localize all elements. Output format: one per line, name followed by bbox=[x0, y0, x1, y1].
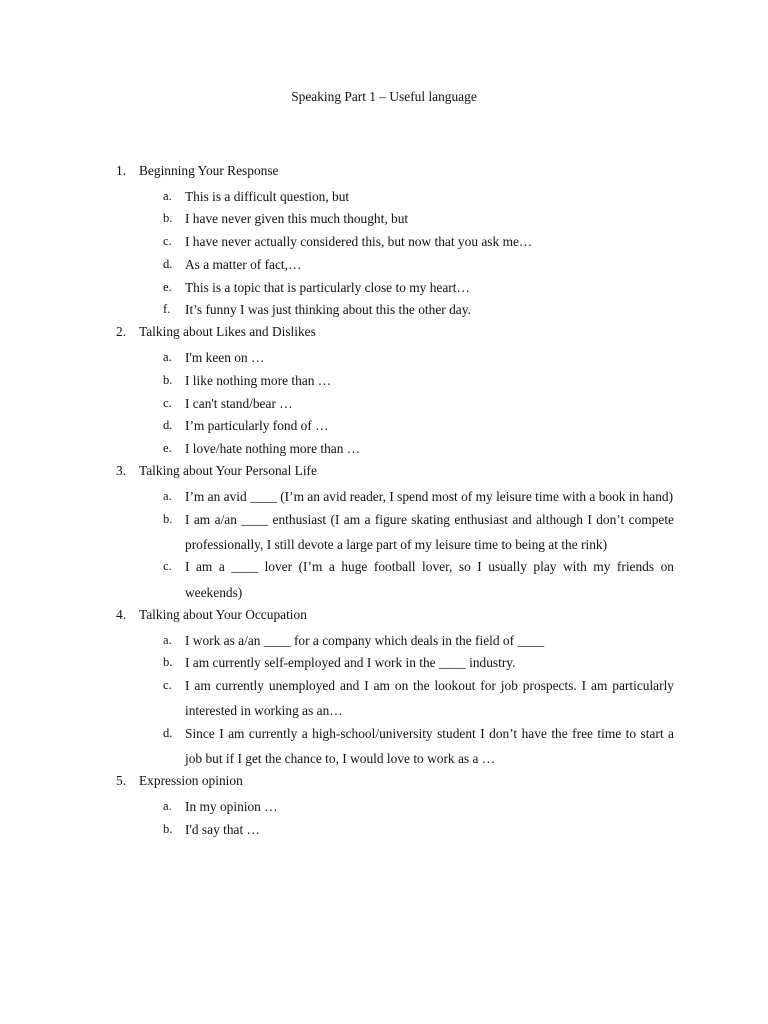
list-item-letter: b. bbox=[163, 211, 173, 226]
list-item bbox=[0, 817, 768, 842]
section bbox=[0, 605, 768, 771]
list-item-text: I am currently self-employed and I work in the ____ industry. bbox=[185, 655, 516, 671]
list-item-text: I am a/an ____ enthusiast (I am a figure skating enthusiast and although I don’t compete professionally, I still devote a large part of my leisure time to being at the rink) bbox=[185, 511, 674, 552]
list-item-text: This is a topic that is particularly close to my heart… bbox=[185, 279, 470, 295]
list-item bbox=[0, 721, 768, 771]
list-item-letter: c. bbox=[163, 677, 172, 692]
section-heading bbox=[0, 461, 768, 486]
list-item bbox=[0, 345, 768, 370]
section-number: 1. bbox=[116, 163, 127, 178]
list-item-letter: b. bbox=[163, 655, 173, 670]
section-title: Talking about Likes and Dislikes bbox=[139, 324, 316, 340]
list-item bbox=[0, 650, 768, 675]
list-item-letter: f. bbox=[163, 302, 171, 317]
list-item-text: I have never given this much thought, but bbox=[185, 211, 409, 227]
section-heading bbox=[0, 771, 768, 796]
list-item-text: It’s funny I was just thinking about this the other day. bbox=[185, 302, 471, 318]
list-item bbox=[0, 794, 768, 819]
list-item-text: I’m an avid ____ (I’m an avid reader, I spend most of my leisure time with a book in hand) bbox=[185, 488, 674, 504]
list-item bbox=[0, 297, 768, 322]
list-item bbox=[0, 368, 768, 393]
list-item-letter: b. bbox=[163, 821, 173, 836]
list-item-letter: a. bbox=[163, 188, 172, 203]
list-item-letter: e. bbox=[163, 440, 172, 455]
section bbox=[0, 771, 768, 842]
section-heading bbox=[0, 605, 768, 630]
list-item-letter: a. bbox=[163, 488, 172, 503]
page-title: Speaking Part 1 – Useful language bbox=[291, 89, 477, 104]
list-item-text: I have never actually considered this, but now that you ask me… bbox=[185, 234, 533, 250]
section-title: Beginning Your Response bbox=[139, 163, 279, 178]
list-item-text: This is a difficult question, but bbox=[185, 188, 350, 204]
list-item-text: Since I am currently a high-school/university student I don’t have the free time to start a job but if I get the chance to, I would love to work as a … bbox=[185, 725, 674, 767]
list-item bbox=[0, 673, 768, 723]
list-item bbox=[0, 275, 768, 300]
section-title: Expression opinion bbox=[139, 773, 243, 789]
list-item-letter: c. bbox=[163, 559, 172, 574]
list-item-letter: e. bbox=[163, 279, 172, 294]
list-item-letter: a. bbox=[163, 350, 172, 365]
list-item bbox=[0, 206, 768, 231]
section-heading bbox=[0, 161, 768, 186]
list-item-letter: a. bbox=[163, 798, 172, 813]
list-item-text: I love/hate nothing more than … bbox=[185, 440, 361, 456]
section-number: 3. bbox=[116, 463, 127, 479]
list-item-letter: d. bbox=[163, 725, 173, 740]
list-item-letter: b. bbox=[163, 372, 173, 387]
list-item-text: I am a ____ lover (I’m a huge football lover, so I usually play with my friends on weekends) bbox=[185, 559, 674, 600]
list-item-text: I work as a/an ____ for a company which deals in the field of ____ bbox=[185, 632, 545, 648]
list-item bbox=[0, 391, 768, 416]
list-item bbox=[0, 484, 768, 509]
list-item bbox=[0, 229, 768, 254]
list-item bbox=[0, 507, 768, 557]
list-item-text: I'm keen on … bbox=[185, 350, 265, 366]
list-item bbox=[0, 628, 768, 653]
section-heading bbox=[0, 322, 768, 347]
section-number: 4. bbox=[116, 606, 127, 622]
list-item bbox=[0, 252, 768, 277]
section-number: 5. bbox=[116, 773, 127, 789]
section bbox=[0, 161, 768, 322]
sections-list bbox=[0, 161, 768, 842]
list-item-text: In my opinion … bbox=[185, 798, 278, 814]
list-item-letter: c. bbox=[163, 234, 172, 249]
section-number: 2. bbox=[116, 324, 127, 340]
list-item-text: I'd say that … bbox=[185, 821, 260, 837]
section bbox=[0, 461, 768, 605]
list-item-text: I am currently unemployed and I am on the lookout for job prospects. I am particularly interested in working as an… bbox=[185, 677, 674, 719]
list-item bbox=[0, 436, 768, 461]
list-item-letter: b. bbox=[163, 511, 173, 526]
list-item-letter: a. bbox=[163, 632, 172, 647]
list-item-text: I’m particularly fond of … bbox=[185, 418, 329, 434]
list-item-text: I like nothing more than … bbox=[185, 372, 332, 388]
list-item bbox=[0, 413, 768, 438]
section bbox=[0, 322, 768, 461]
list-item-text: As a matter of fact,… bbox=[185, 256, 302, 272]
list-item-letter: c. bbox=[163, 395, 172, 410]
list-item-letter: d. bbox=[163, 418, 173, 433]
section-title: Talking about Your Occupation bbox=[139, 606, 307, 622]
list-item-text: I can't stand/bear … bbox=[185, 395, 293, 411]
list-item-letter: d. bbox=[163, 256, 173, 271]
list-item bbox=[0, 184, 768, 209]
section-title: Talking about Your Personal Life bbox=[139, 463, 317, 479]
list-item bbox=[0, 554, 768, 604]
